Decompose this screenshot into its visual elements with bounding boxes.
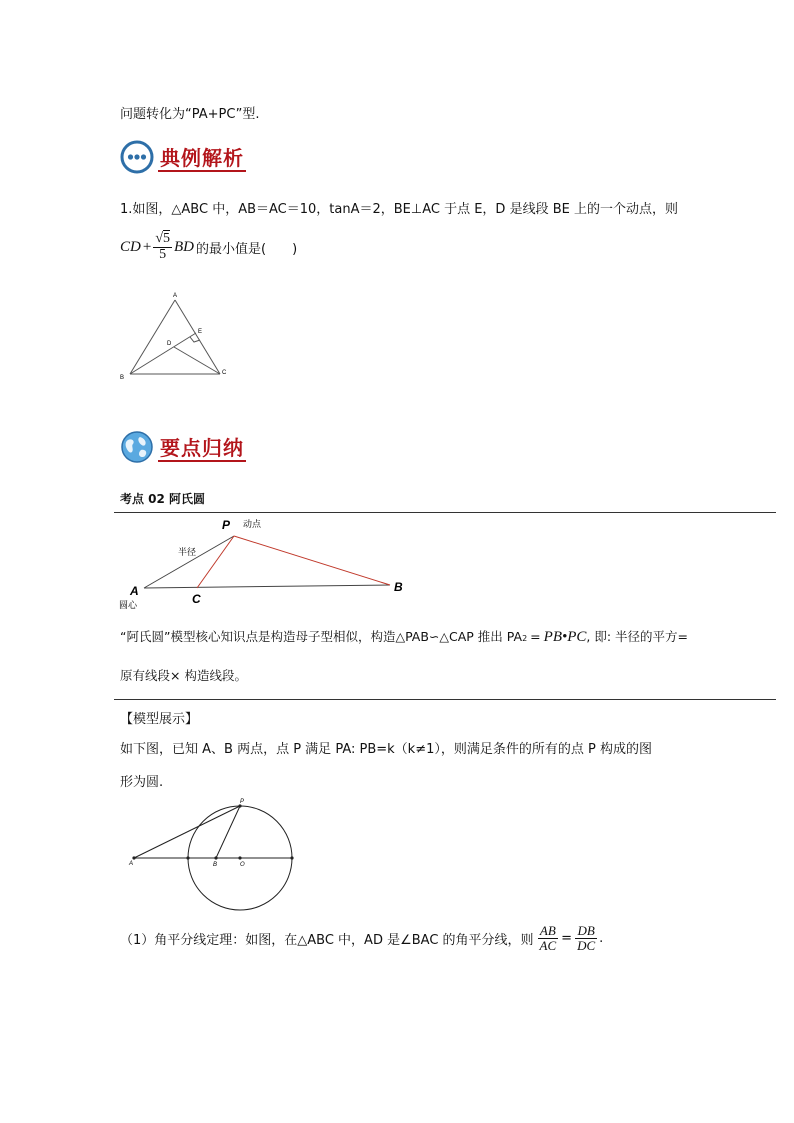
fraction-numerator: √5 [155, 231, 170, 246]
label-d: D [167, 341, 172, 347]
desc-start: “阿氏圆”模型核心知识点是构造母子型相似，构造△PAB∽△CAP 推出 PA [120, 629, 523, 644]
label-a: A [129, 861, 134, 867]
model-heading: 【模型展示】 [120, 712, 199, 727]
problem-expression [120, 232, 297, 262]
label-moving-point: 动点 [243, 519, 262, 529]
title-underline [158, 170, 246, 172]
expr-plus: + [142, 238, 152, 255]
label-c: C [222, 370, 227, 376]
fraction-ab-ac [538, 924, 559, 952]
segment-dc [174, 347, 220, 374]
desc-end: , 即: 半径的平方= [586, 629, 689, 644]
problem-text: 1.如图，△ABC 中，AB＝AC＝10，tanA＝2，BE⊥AC 于点 E，D 是线段 BE 上的一个动点，则 [120, 202, 678, 217]
label-c: C [192, 592, 201, 606]
circle-figure [120, 793, 310, 918]
side-ac [175, 300, 220, 374]
desc-math: PB•PC [543, 629, 587, 645]
label-a: A [173, 293, 178, 299]
segment-pa [144, 536, 234, 588]
label-b: B [394, 580, 403, 594]
segment-ap [134, 806, 240, 858]
theorem-end: . [599, 930, 604, 946]
segment-pb [234, 536, 390, 585]
segment-be [130, 333, 196, 374]
title-underline [158, 460, 246, 462]
expr-fraction [153, 232, 172, 262]
fraction-numerator: AB [539, 923, 556, 938]
theorem-line [120, 924, 603, 952]
label-o: O [240, 862, 245, 868]
fraction-denominator: 5 [159, 246, 167, 262]
label-b: B [213, 862, 218, 868]
sqrt-arg: 5 [163, 231, 170, 246]
label-p: P [222, 518, 231, 532]
fraction-equals: = [561, 930, 573, 946]
section-title-summary: 要点归纳 [160, 436, 244, 460]
intro-text: 问题转化为“PA+PC”型. [120, 107, 260, 122]
apollonius-figure [112, 515, 412, 613]
fraction-numerator: DB [577, 923, 595, 938]
divider [114, 512, 776, 513]
problem-suffix: 的最小值是( ) [196, 241, 298, 257]
label-a: A [130, 584, 139, 598]
model-text-line2: 形为圆. [120, 775, 164, 790]
topic-heading: 考点 02 阿氏圆 [120, 492, 206, 506]
triangle-figure [112, 285, 242, 385]
desc-equals: = [530, 629, 541, 644]
topic-description [120, 627, 688, 646]
fraction-denominator: AC [539, 937, 557, 953]
label-center: 圆心 [119, 600, 138, 610]
theorem-prefix: （1）角平分线定理：如图，在△ABC 中，AD 是∠BAC 的角平分线，则 [120, 932, 534, 948]
ellipsis-circle-icon [120, 140, 154, 174]
label-p: P [240, 799, 245, 805]
segment-ab [144, 585, 390, 588]
fraction-db-dc [575, 924, 597, 952]
section-title-examples: 典例解析 [160, 146, 244, 170]
fraction-denominator: DC [577, 937, 596, 953]
globe-icon [120, 430, 154, 464]
expr-cd: CD [120, 238, 141, 255]
label-radius: 半径 [178, 547, 197, 557]
label-e: E [198, 329, 203, 335]
topic-description-line2: 原有线段× 构造线段。 [120, 668, 247, 683]
expr-bd: BD [174, 238, 194, 255]
side-ab [130, 300, 175, 374]
model-text-line1: 如下图，已知 A、B 两点，点 P 满足 PA: PB=k（k≠1），则满足条件的所有的点 P 构成的图 [120, 742, 652, 757]
segment-bp [216, 806, 240, 858]
label-b: B [120, 375, 125, 381]
segment-pc [197, 536, 234, 588]
divider [114, 699, 776, 700]
desc-superscript: 2 [522, 634, 528, 643]
